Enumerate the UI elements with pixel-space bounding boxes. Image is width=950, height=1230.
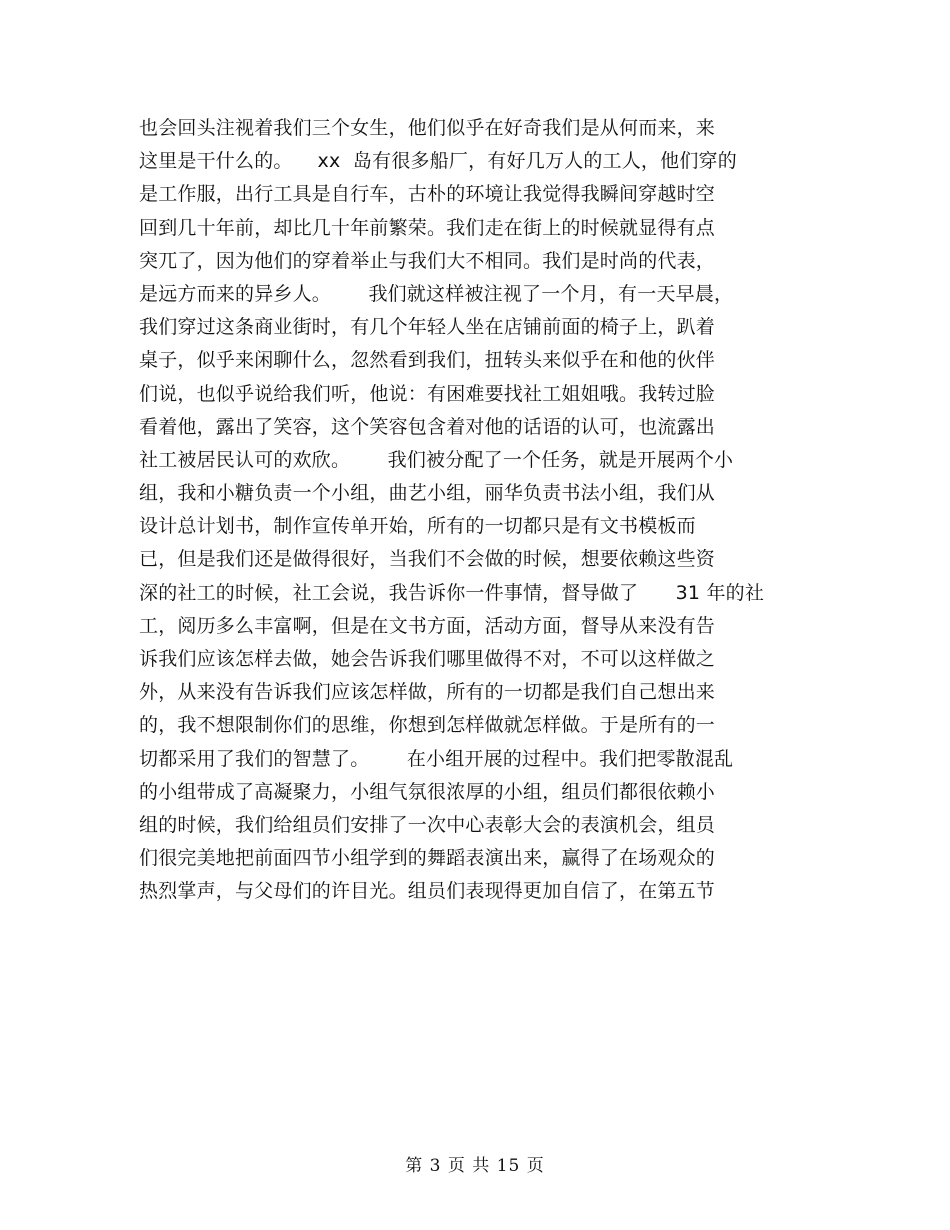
text-line: 突兀了，因为他们的穿着举止与我们大不相同。我们是时尚的代表， (139, 249, 716, 272)
text-line: 这里是干什么的。 xx 岛有很多船厂，有好几万人的工人，他们穿的 (139, 150, 737, 173)
text-line: 是远方而来的异乡人。 我们就这样被注视了一个月，有一天早晨， (139, 282, 734, 305)
text-line: 也会回头注视着我们三个女生，他们似乎在好奇我们是从何而来，来 (139, 117, 716, 139)
text-line: 我们穿过这条商业街时，有几个年轻人坐在店铺前面的椅子上，趴着 (139, 316, 716, 339)
text-line: 的，我不想限制你们的思维，你想到怎样做就怎样做。于是所有的一 (139, 714, 716, 737)
text-line: 组的时候，我们给组员们安排了一次中心表彰大会的表演机会，组员 (139, 813, 716, 836)
text-line: 已，但是我们还是做得很好，当我们不会做的时候，想要依赖这些资 (139, 548, 716, 571)
text-line: 诉我们应该怎样去做，她会告诉我们哪里做得不对，不可以这样做之 (139, 648, 716, 670)
text-line: 工，阅历多么丰富啊，但是在文书方面，活动方面，督导从来没有告 (139, 614, 716, 637)
text-line: 切都采用了我们的智慧了。 在小组开展的过程中。我们把零散混乱 (139, 747, 734, 770)
text-line: 们很完美地把前面四节小组学到的舞蹈表演出来，赢得了在场观众的 (139, 847, 716, 870)
text-line: 设计总计划书，制作宣传单开始，所有的一切都只是有文书模板而 (139, 515, 696, 538)
text-line: 外，从来没有告诉我们应该怎样做，所有的一切都是我们自己想出来 (139, 681, 716, 704)
text-line: 组，我和小糖负责一个小组，曲艺小组，丽华负责书法小组，我们从 (139, 482, 716, 505)
text-line: 们说，也似乎说给我们听，他说：有困难要找社工姐姐哦。我转过脸 (139, 382, 716, 405)
text-line: 热烈掌声，与父母们的许目光。组员们表现得更加自信了，在第五节 (139, 880, 716, 903)
text-line: 桌子，似乎来闲聊什么，忽然看到我们，扭转头来似乎在和他的伙伴 (139, 349, 716, 372)
page-footer: 第 3 页 共 15 页 (405, 1156, 545, 1176)
text-line: 深的社工的时候，社工会说，我告诉你一件事情，督导做了 31 年的社 (139, 581, 765, 604)
body-text (139, 112, 819, 909)
text-line: 回到几十年前，却比几十年前繁荣。我们走在街上的时候就显得有点 (139, 216, 716, 239)
text-line: 是工作服，出行工具是自行车，古朴的环境让我觉得我瞬间穿越时空 (139, 183, 716, 206)
text-line: 看着他，露出了笑容，这个笑容包含着对他的话语的认可，也流露出 (139, 415, 716, 438)
text-line: 社工被居民认可的欢欣。 我们被分配了一个任务，就是开展两个小 (139, 448, 734, 471)
text-line: 的小组带成了高凝聚力，小组气氛很浓厚的小组，组员们都很依赖小 (139, 780, 716, 803)
